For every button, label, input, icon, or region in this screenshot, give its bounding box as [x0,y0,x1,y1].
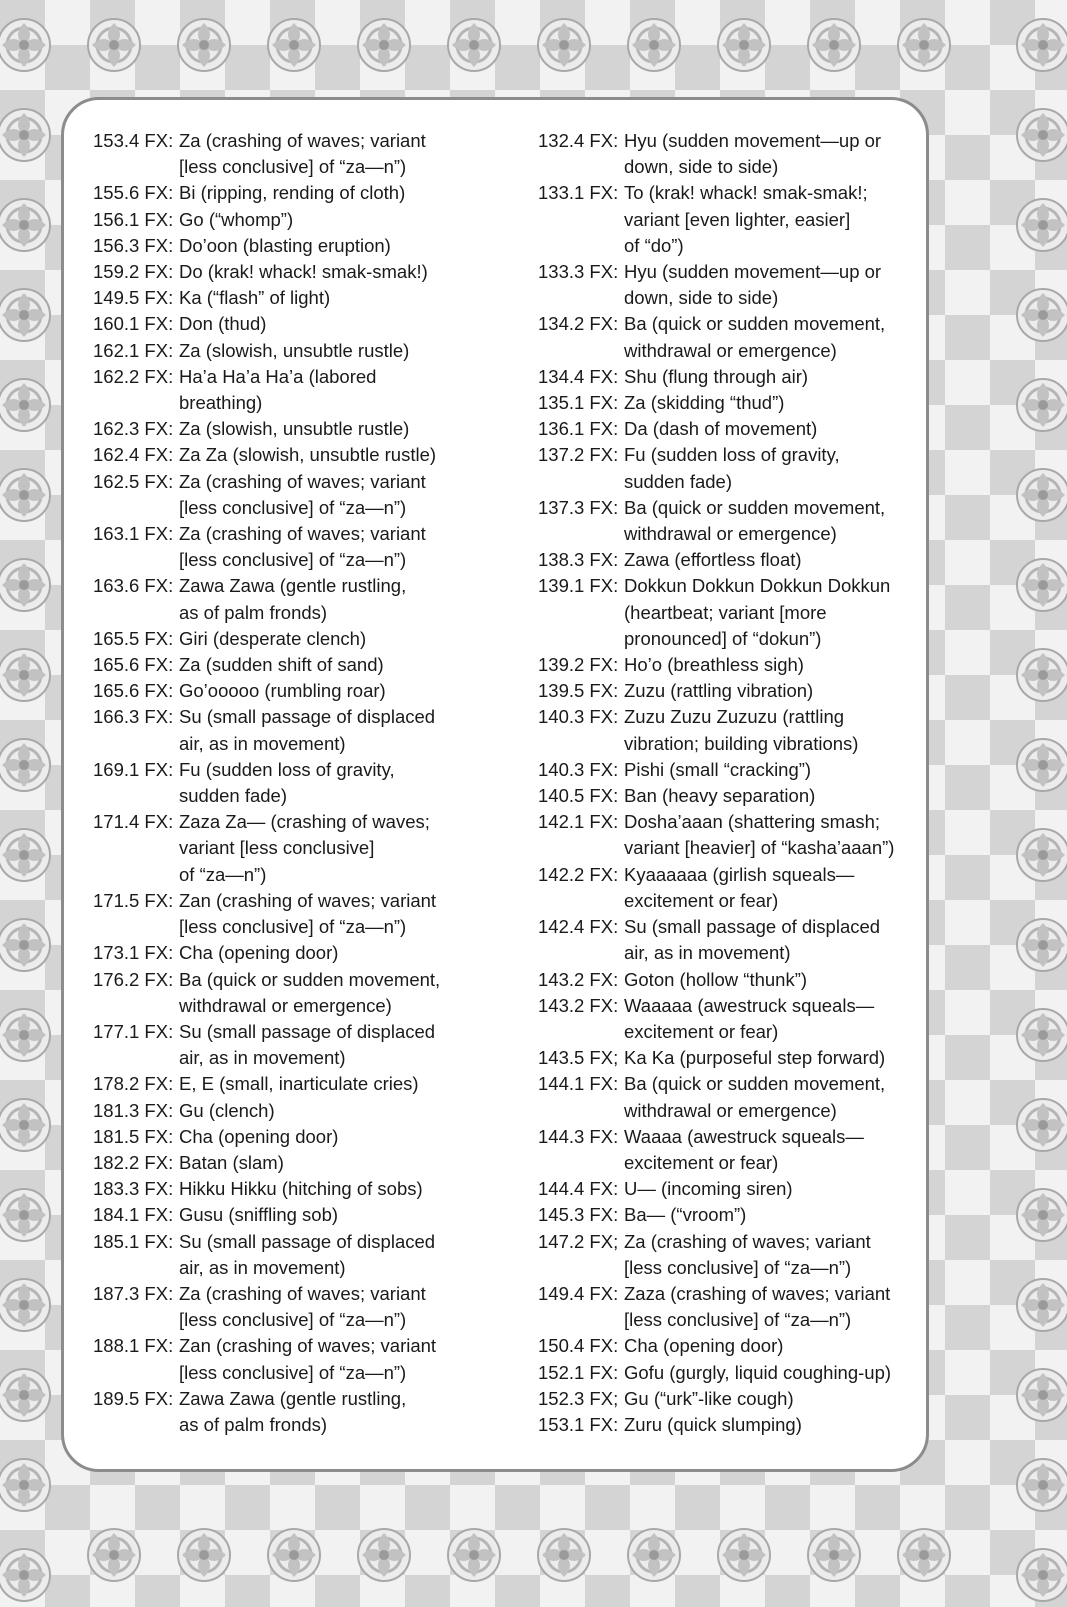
fx-page-ref: 189.5 FX: [93,1387,174,1409]
fx-entry [93,1202,503,1228]
fx-page-ref: 188.1 FX: [93,1335,174,1357]
fx-page-ref: 134.2 FX: [538,313,619,335]
fx-description: Shu (flung through air) [624,365,809,387]
fx-description: Cha (opening door) [179,942,339,964]
fx-entry [538,1412,918,1438]
fx-page-ref: 171.4 FX: [93,811,174,833]
fx-entry [93,469,503,521]
fx-page-ref: 156.3 FX: [93,234,174,256]
fx-description: Bi (ripping, rending of cloth) [179,182,406,204]
fx-description: Dosha’aaan (shattering smash; variant [heavier] of “kasha’aaan”) [624,811,895,859]
fx-page-ref: 140.3 FX: [538,706,619,728]
fx-description: Ho’o (breathless sigh) [624,654,804,676]
fx-description: Za (slowish, unsubtle rustle) [179,339,410,361]
fx-description: Za (crashing of waves; variant [less conclusive] of “za—n”) [179,1282,426,1331]
ornament-icon [82,13,146,77]
fx-entry [538,1176,918,1202]
fx-entry [93,128,503,180]
ornament-icon [1011,553,1067,617]
fx-description: Ha’a Ha’a Ha’a (labored breathing) [179,365,377,414]
fx-description: Ba (quick or sudden movement, withdrawal or emergence) [624,313,886,361]
fx-page-ref: 152.3 FX; [538,1387,619,1409]
fx-page-ref: 134.4 FX: [538,365,619,387]
ornament-icon [1011,1183,1067,1247]
fx-description: Fu (sudden loss of gravity, sudden fade) [624,444,840,492]
ornament-icon [1011,1363,1067,1427]
fx-page-ref: 135.1 FX: [538,392,619,414]
fx-description: E, E (small, inarticulate cries) [179,1073,419,1095]
fx-entry [93,1176,503,1202]
ornament-icon [1011,103,1067,167]
fx-page-ref: 162.3 FX: [93,418,174,440]
ornament-icon [0,1183,56,1247]
fx-description: Ba— (“vroom”) [624,1204,747,1226]
fx-description: Go (“whomp”) [179,208,294,230]
fx-entry [93,1281,503,1333]
fx-description: Ka (“flash” of light) [179,287,331,309]
fx-entry [538,1281,918,1333]
left-column [93,128,503,1438]
fx-page-ref: 142.1 FX: [538,811,619,833]
fx-page-ref: 184.1 FX: [93,1204,174,1226]
fx-page-ref: 143.5 FX; [538,1047,619,1069]
ornament-icon [172,13,236,77]
fx-description: Ba (quick or sudden movement, withdrawal or emergence) [624,496,886,545]
ornament-icon [0,1363,56,1427]
fx-entry [538,259,918,311]
ornament-icon [0,913,56,977]
fx-description: Zaza (crashing of waves; variant [less conclusive] of “za—n”) [624,1282,891,1331]
ornament-icon [0,103,56,167]
fx-page-ref: 185.1 FX: [93,1230,174,1252]
fx-entry [93,521,503,573]
fx-page-ref: 165.6 FX: [93,680,174,702]
fx-page-ref: 137.2 FX: [538,444,619,466]
ornament-icon [262,13,326,77]
fx-description: Su (small passage of displaced air, as in movement) [624,916,881,964]
ornament-icon [0,1543,56,1607]
fx-description: Za (sudden shift of sand) [179,654,384,676]
fx-page-ref: 143.2 FX: [538,968,619,990]
fx-entry [538,862,918,914]
ornament-icon [1011,373,1067,437]
fx-page-ref: 169.1 FX: [93,758,174,780]
fx-description: Hyu (sudden movement—up or down, side to side) [624,261,882,309]
fx-description: Da (dash of movement) [624,418,818,440]
fx-entry [538,390,918,416]
ornament-icon [712,1523,776,1587]
ornament-icon [532,1523,596,1587]
fx-description: Zuzu Zuzu Zuzuzu (rattling vibration; building vibrations) [624,706,859,754]
ornament-icon [622,13,686,77]
fx-page-ref: 139.2 FX: [538,654,619,676]
fx-entry [538,495,918,547]
fx-page-ref: 136.1 FX: [538,418,619,440]
fx-description: Gusu (sniffling sob) [179,1204,339,1226]
ornament-icon [892,13,956,77]
fx-entry [538,573,918,652]
fx-description: Zawa (effortless float) [624,549,802,571]
ornament-icon [1011,1543,1067,1607]
fx-entry [538,678,918,704]
fx-page-ref: 162.4 FX: [93,444,174,466]
fx-page-ref: 187.3 FX: [93,1282,174,1304]
fx-entry [93,888,503,940]
fx-entry [93,416,503,442]
ornament-icon [622,1523,686,1587]
ornament-icon [712,13,776,77]
ornament-icon [1011,13,1067,77]
ornament-icon [442,13,506,77]
fx-description: Su (small passage of displaced air, as in movement) [179,1020,436,1069]
fx-entry [538,967,918,993]
fx-entry [93,1150,503,1176]
fx-page-ref: 183.3 FX: [93,1178,174,1200]
fx-description: Do (krak! whack! smak-smak!) [179,261,428,283]
fx-entry [538,757,918,783]
fx-description: To (krak! whack! smak-smak!; variant [even lighter, easier] of “do”) [624,182,868,256]
fx-description: Zawa Zawa (gentle rustling, as of palm fronds) [179,1387,407,1435]
fx-entry [538,547,918,573]
fx-page-ref: 181.5 FX: [93,1125,174,1147]
fx-page-ref: 156.1 FX: [93,208,174,230]
fx-description: Waaaa (awestruck squeals— excitement or fear) [624,1125,864,1173]
fx-description: Ban (heavy separation) [624,785,816,807]
fx-page-ref: 163.1 FX: [93,523,174,545]
fx-entry [538,809,918,861]
ornament-icon [1011,1273,1067,1337]
fx-entry [93,1333,503,1385]
ornament-icon [532,13,596,77]
fx-description: Zuru (quick slumping) [624,1413,802,1435]
fx-entry [538,783,918,809]
fx-entry [93,704,503,756]
fx-description: Gofu (gurgly, liquid coughing-up) [624,1361,892,1383]
fx-page-ref: 139.1 FX: [538,575,619,597]
ornament-icon [1011,463,1067,527]
fx-description: Batan (slam) [179,1151,284,1173]
fx-description: Za (crashing of waves; variant [less conclusive] of “za—n”) [179,470,426,518]
fx-description: Hikku Hikku (hitching of sobs) [179,1178,423,1200]
fx-entry [93,180,503,206]
fx-entry [93,757,503,809]
fx-entry [93,1124,503,1150]
fx-description: Zaza Za— (crashing of waves; variant [less conclusive] of “za—n”) [179,811,430,885]
fx-entry [538,652,918,678]
ornament-icon [172,1523,236,1587]
sound-effects-glossary-panel [61,97,929,1472]
ornament-icon [1011,283,1067,347]
fx-description: Gu (clench) [179,1099,275,1121]
fx-description: Su (small passage of displaced air, as in movement) [179,1230,436,1278]
fx-description: Cha (opening door) [624,1335,784,1357]
fx-description: Gu (“urk”-like cough) [624,1387,794,1409]
fx-entry [93,1386,503,1438]
fx-page-ref: 139.5 FX: [538,680,619,702]
fx-description: Giri (desperate clench) [179,627,367,649]
fx-page-ref: 176.2 FX: [93,968,174,990]
ornament-icon [0,1273,56,1337]
fx-entry [93,311,503,337]
fx-page-ref: 165.6 FX: [93,654,174,676]
fx-page-ref: 147.2 FX; [538,1230,619,1252]
ornament-icon [1011,643,1067,707]
fx-page-ref: 144.1 FX: [538,1073,619,1095]
ornament-icon [262,1523,326,1587]
fx-entry [538,1071,918,1123]
fx-entry [93,652,503,678]
fx-entry [93,1071,503,1097]
fx-entry [538,993,918,1045]
fx-page-ref: 140.3 FX: [538,758,619,780]
fx-description: U— (incoming siren) [624,1178,793,1200]
fx-page-ref: 165.5 FX: [93,627,174,649]
fx-page-ref: 163.6 FX: [93,575,174,597]
fx-entry [538,1045,918,1071]
ornament-icon [1011,193,1067,257]
ornament-icon [0,553,56,617]
fx-page-ref: 166.3 FX: [93,706,174,728]
fx-page-ref: 178.2 FX: [93,1073,174,1095]
fx-entry [538,704,918,756]
fx-page-ref: 144.3 FX: [538,1125,619,1147]
fx-entry [93,207,503,233]
fx-entry [93,442,503,468]
fx-page-ref: 160.1 FX: [93,313,174,335]
fx-entry [93,1098,503,1124]
ornament-icon [1011,913,1067,977]
fx-entry [93,1019,503,1071]
fx-entry [93,364,503,416]
fx-entry [538,1229,918,1281]
ornament-icon [0,193,56,257]
fx-description: Goton (hollow “thunk”) [624,968,808,990]
ornament-icon [82,1523,146,1587]
fx-description: Ka Ka (purposeful step forward) [624,1047,886,1069]
fx-page-ref: 171.5 FX: [93,889,174,911]
fx-description: Cha (opening door) [179,1125,339,1147]
fx-entry [538,364,918,390]
ornament-icon [0,823,56,887]
ornament-icon [0,733,56,797]
fx-page-ref: 162.1 FX: [93,339,174,361]
fx-page-ref: 177.1 FX: [93,1020,174,1042]
fx-description: Za Za (slowish, unsubtle rustle) [179,444,437,466]
ornament-icon [442,1523,506,1587]
fx-description: Dokkun Dokkun Dokkun Dokkun (heartbeat; variant [more pronounced] of “dokun”) [624,575,891,649]
fx-entry [538,914,918,966]
fx-description: Pishi (small “cracking”) [624,758,812,780]
fx-description: Za (crashing of waves; variant [less conclusive] of “za—n”) [179,523,426,571]
fx-page-ref: 153.1 FX: [538,1413,619,1435]
fx-description: Zan (crashing of waves; variant [less conclusive] of “za—n”) [179,1335,437,1383]
fx-page-ref: 144.4 FX: [538,1178,619,1200]
fx-description: Za (slowish, unsubtle rustle) [179,418,410,440]
fx-description: Za (crashing of waves; variant [less conclusive] of “za—n”) [179,130,426,178]
ornament-icon [1011,823,1067,887]
ornament-icon [352,13,416,77]
fx-page-ref: 155.6 FX: [93,182,174,204]
fx-page-ref: 149.4 FX: [538,1282,619,1304]
fx-description: Go’ooooo (rumbling roar) [179,680,386,702]
ornament-icon [0,643,56,707]
right-column [538,128,918,1438]
ornament-icon [892,1523,956,1587]
fx-page-ref: 162.5 FX: [93,470,174,492]
fx-entry [93,940,503,966]
fx-page-ref: 142.4 FX: [538,916,619,938]
fx-description: Za (crashing of waves; variant [less conclusive] of “za—n”) [624,1230,871,1278]
fx-description: Do’oon (blasting eruption) [179,234,391,256]
fx-page-ref: 133.3 FX: [538,261,619,283]
fx-entry [93,967,503,1019]
fx-page-ref: 149.5 FX: [93,287,174,309]
ornament-icon [0,283,56,347]
fx-page-ref: 133.1 FX: [538,182,619,204]
fx-entry [538,1360,918,1386]
fx-page-ref: 143.2 FX: [538,994,619,1016]
fx-page-ref: 137.3 FX: [538,496,619,518]
ornament-icon [0,1003,56,1067]
fx-entry [93,809,503,888]
fx-page-ref: 140.5 FX: [538,785,619,807]
fx-description: Su (small passage of displaced air, as in movement) [179,706,436,754]
ornament-icon [1011,1453,1067,1517]
fx-entry [93,233,503,259]
fx-entry [538,1202,918,1228]
fx-description: Za (skidding “thud”) [624,392,785,414]
fx-page-ref: 152.1 FX: [538,1361,619,1383]
fx-entry [93,678,503,704]
ornament-icon [0,1093,56,1157]
fx-entry [538,311,918,363]
fx-entry [93,285,503,311]
fx-page-ref: 181.3 FX: [93,1099,174,1121]
fx-page-ref: 138.3 FX: [538,549,619,571]
ornament-icon [352,1523,416,1587]
fx-page-ref: 162.2 FX: [93,365,174,387]
fx-description: Fu (sudden loss of gravity, sudden fade) [179,758,395,807]
fx-description: Don (thud) [179,313,267,335]
fx-entry [538,416,918,442]
fx-description: Ba (quick or sudden movement, withdrawal or emergence) [179,968,441,1016]
ornament-icon [802,13,866,77]
ornament-icon [0,13,56,77]
ornament-icon [0,373,56,437]
fx-page-ref: 132.4 FX: [538,130,619,151]
fx-page-ref: 182.2 FX: [93,1151,174,1173]
ornament-icon [1011,1093,1067,1157]
fx-page-ref: 150.4 FX: [538,1335,619,1357]
fx-page-ref: 153.4 FX: [93,130,174,151]
ornament-icon [1011,733,1067,797]
ornament-icon [802,1523,866,1587]
fx-page-ref: 159.2 FX: [93,261,174,283]
fx-entry [93,259,503,285]
fx-description: Ba (quick or sudden movement, withdrawal or emergence) [624,1073,886,1121]
fx-description: Hyu (sudden movement—up or down, side to side) [624,130,882,178]
fx-entry [538,1386,918,1412]
ornament-icon [1011,1003,1067,1067]
fx-description: Zawa Zawa (gentle rustling, as of palm fronds) [179,575,407,623]
fx-description: Kyaaaaaa (girlish squeals— excitement or fear) [624,863,855,911]
fx-entry [93,626,503,652]
fx-entry [93,338,503,364]
fx-entry [538,442,918,494]
fx-description: Waaaaa (awestruck squeals— excitement or fear) [624,994,875,1042]
fx-page-ref: 142.2 FX: [538,863,619,885]
fx-page-ref: 145.3 FX: [538,1204,619,1226]
fx-page-ref: 173.1 FX: [93,942,174,964]
fx-entry [538,128,918,180]
ornament-icon [0,1453,56,1517]
fx-description: Zuzu (rattling vibration) [624,680,814,702]
fx-entry [538,180,918,259]
fx-description: Zan (crashing of waves; variant [less conclusive] of “za—n”) [179,889,437,938]
fx-entry [93,1229,503,1281]
fx-entry [538,1124,918,1176]
fx-entry [93,573,503,625]
ornament-icon [0,463,56,527]
fx-entry [538,1333,918,1359]
